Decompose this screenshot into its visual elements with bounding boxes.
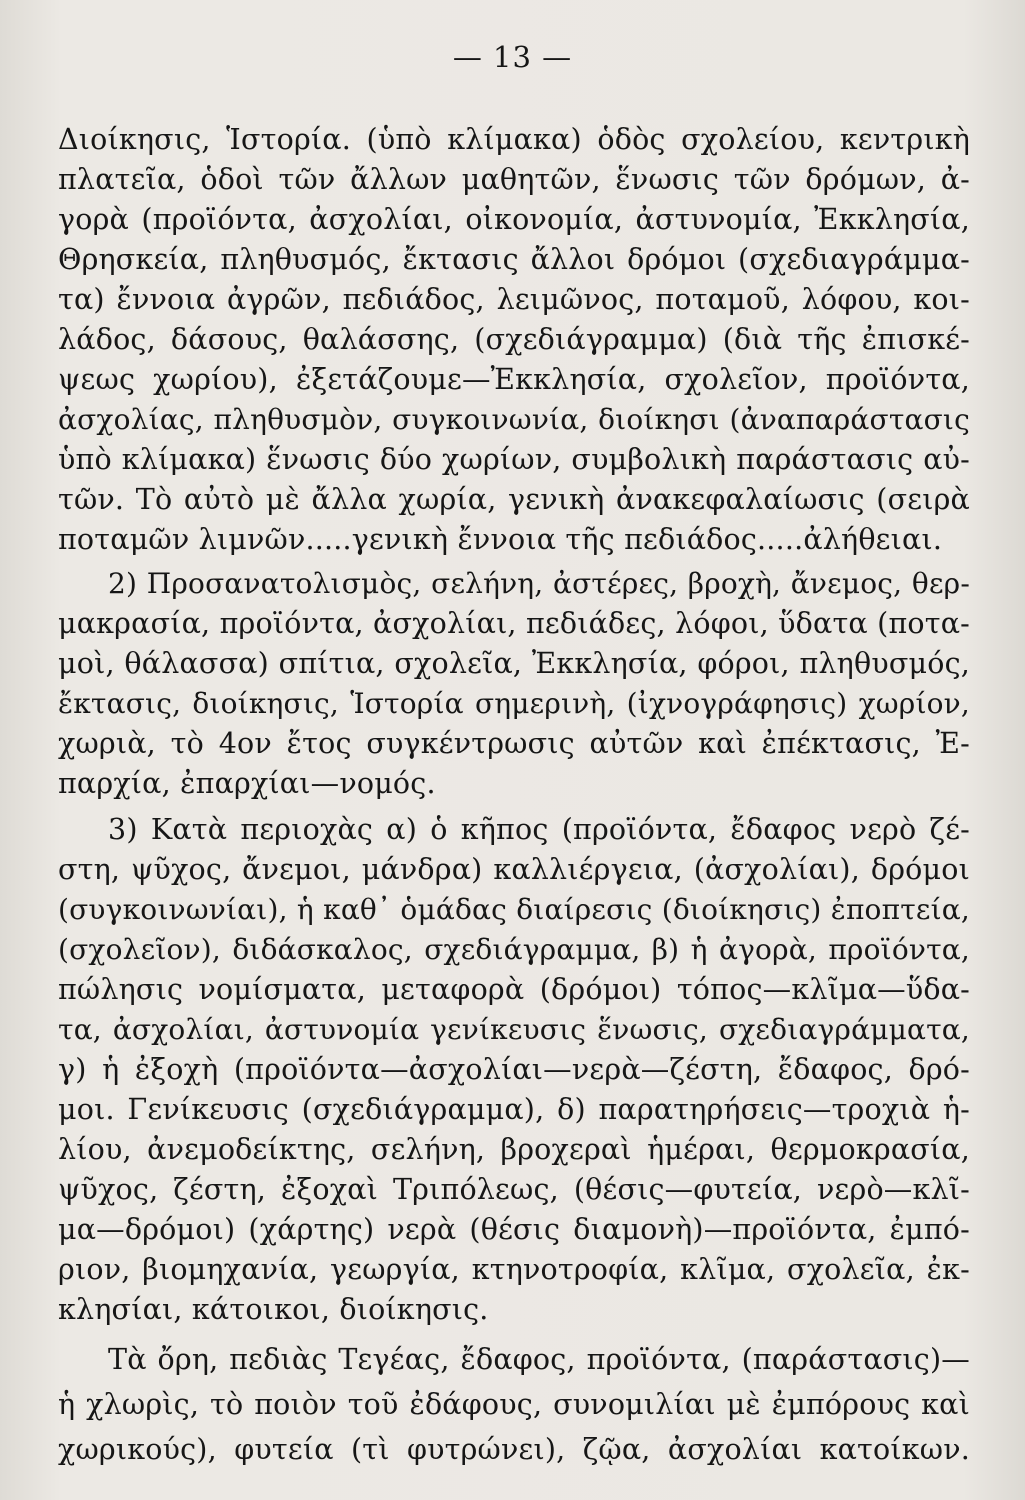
text-line: μοὶ, θάλασσα) σπίτια, σχολεῖα, Ἐκκλησία, φόροι, πληθυσμός, [58, 647, 970, 680]
text-line: ἔκτασις, διοίκησις, Ἱστορία σημερινὴ, (ἰχνογράφησις) χωρίον, [58, 687, 970, 720]
text-line: λάδος, δάσους, θαλάσσης, (σχεδιάγραμμα) (διὰ τῆς ἐπισκέ- [58, 323, 970, 356]
text-line: ὑπὸ κλίμακα) ἕνωσις δύο χωρίων, συμβολικὴ παράστασις αὐ- [58, 443, 970, 476]
text-line: πλατεῖα, ὁδοὶ τῶν ἄλλων μαθητῶν, ἕνωσις τῶν δρόμων, ἀ- [58, 163, 970, 196]
text-line: γορὰ (προϊόντα, ἀσχολίαι, οἰκονομία, ἀστυνομία, Ἐκκλησία, [58, 203, 970, 236]
text-line: ψεως χωρίου), ἐξετάζουμε—Ἐκκλησία, σχολεῖον, προϊόντα, [58, 363, 970, 396]
text-line: κλησίαι, κάτοικοι, διοίκησις. [58, 1293, 489, 1326]
text-line: ριον, βιομηχανία, γεωργία, κτηνοτροφία, κλῖμα, σχολεῖα, ἐκ- [58, 1253, 970, 1286]
text-line: (σχολεῖον), διδάσκαλος, σχεδιάγραμμα, β) ἡ ἀγορὰ, προϊόντα, [58, 933, 970, 966]
paragraph-start-line: Τὰ ὄρη, πεδιὰς Τεγέας, ἔδαφος, προϊόντα, (παράστασις)— [108, 1343, 970, 1376]
text-line: χωριὰ, τὸ 4ον ἔτος συγκέντρωσις αὐτῶν καὶ ἐπέκτασις, Ἐ- [58, 727, 970, 760]
text-line: ἡ χλωρὶς, τὸ ποιὸν τοῦ ἐδάφους, συνομιλίαι μὲ ἐμπόρους καὶ [58, 1388, 970, 1421]
text-line: Διοίκησις, Ἱστορία. (ὑπὸ κλίμακα) ὁδὸς σχολείου, κεντρικὴ [58, 123, 970, 156]
text-line: ἀσχολίας, πληθυσμὸν, συγκοινωνία, διοίκησι (ἀναπαράστασις [58, 403, 970, 436]
text-line: στη, ψῦχος, ἄνεμοι, μάνδρα) καλλιέργεια, (ἀσχολίαι), δρόμοι [58, 853, 970, 886]
paragraph-start-line: 2) Προσανατολισμὸς, σελήνη, ἀστέρες, βροχὴ, ἄνεμος, θερ- [108, 567, 970, 600]
text-line: Θρησκεία, πληθυσμός, ἔκτασις ἄλλοι δρόμοι (σχεδιαγράμμα- [58, 243, 970, 276]
page-number: — 13 — [452, 40, 573, 74]
text-line: πώλησις νομίσματα, μεταφορὰ (δρόμοι) τόπος—κλῖμα—ὕδα- [58, 973, 970, 1006]
text-line: χωρικούς), φυτεία (τὶ φυτρώνει), ζῷα, ἀσχολίαι κατοίκων. [58, 1433, 970, 1466]
text-line: μοι. Γενίκευσις (σχεδιάγραμμα), δ) παρατηρήσεις—τροχιὰ ἡ- [58, 1093, 970, 1126]
text-line: μα—δρόμοι) (χάρτης) νερὰ (θέσις διαμονὴ)—προϊόντα, ἐμπό- [58, 1213, 970, 1246]
text-line: παρχία, ἐπαρχίαι—νομός. [58, 767, 436, 800]
text-line: μακρασία, προϊόντα, ἀσχολίαι, πεδιάδες, λόφοι, ὕδατα (ποτα- [58, 607, 970, 640]
paragraph-start-line: 3) Κατὰ περιοχὰς α) ὁ κῆπος (προϊόντα, ἔδαφος νερὸ ζέ- [108, 813, 970, 846]
text-line: τα, ἀσχολίαι, ἀστυνομία γενίκευσις ἕνωσις, σχεδιαγράμματα, [58, 1013, 970, 1046]
text-line: ποταμῶν λιμνῶν.....γενικὴ ἔννοια τῆς πεδιάδος.....ἀλήθειαι. [58, 523, 943, 556]
text-line: τῶν. Τὸ αὐτὸ μὲ ἄλλα χωρία, γενικὴ ἀνακεφαλαίωσις (σειρὰ [58, 483, 970, 516]
text-line: λίου, ἀνεμοδείκτης, σελήνη, βροχεραὶ ἡμέραι, θερμοκρασία, [58, 1133, 970, 1166]
text-line: γ) ἡ ἐξοχὴ (προϊόντα—ἀσχολίαι—νερὰ—ζέστη, ἔδαφος, δρό- [58, 1053, 970, 1086]
text-line: ψῦχος, ζέστη, ἐξοχαὶ Τριπόλεως, (θέσις—φυτεία, νερὸ—κλῖ- [58, 1173, 970, 1206]
text-line: τα) ἔννοια ἀγρῶν, πεδιάδος, λειμῶνος, ποταμοῦ, λόφου, κοι- [58, 283, 970, 316]
text-line: (συγκοινωνίαι), ἡ καθ᾽ ὁμάδας διαίρεσις (διοίκησις) ἐποπτεία, [58, 893, 970, 926]
